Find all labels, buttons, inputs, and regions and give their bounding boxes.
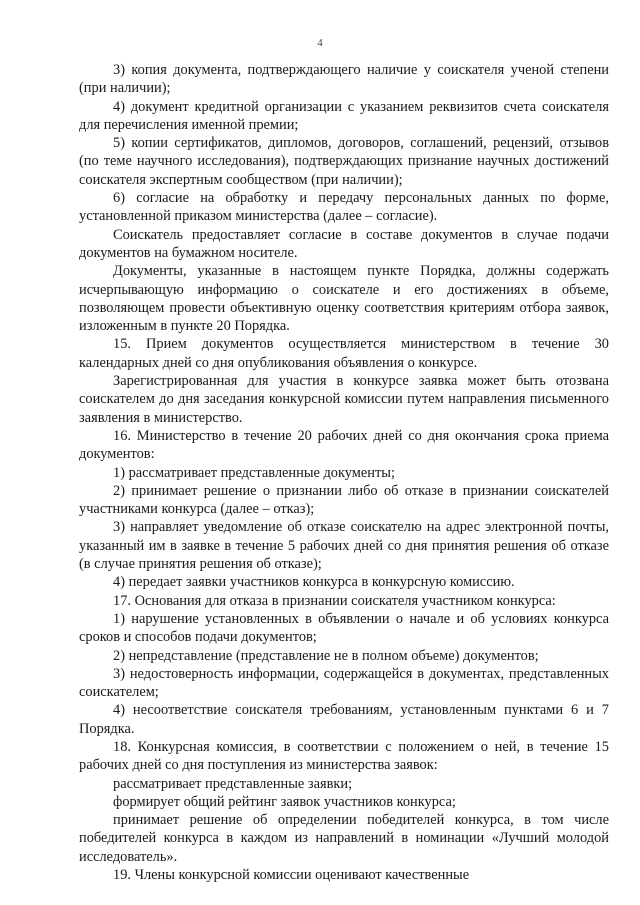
paragraph: 2) принимает решение о признании либо об отказе в признании соискателей участниками конкурса (далее – отказ); — [79, 482, 609, 518]
paragraph: 1) рассматривает представленные документы; — [113, 464, 395, 481]
paragraph: Соискатель предоставляет согласие в составе документов в случае подачи документов на бумажном носителе. — [79, 226, 609, 261]
paragraph: 17. Основания для отказа в признании соискателя участником конкурса: — [113, 592, 556, 609]
paragraph: принимает решение об определении победителей конкурса, в том числе победителей конкурса в каждом из направлений в номинации «Лучший молодой исследователь». — [79, 812, 609, 865]
paragraph: 5) копии сертификатов, дипломов, договоров, соглашений, рецензий, отзывов (по теме научного исследования), подтверждающих признание научных достижений соискателя экспертным сообществом (при наличии); — [79, 135, 609, 188]
paragraph: формирует общий рейтинг заявок участников конкурса; — [113, 793, 456, 810]
paragraph: 16. Министерство в течение 20 рабочих дней со дня окончания срока приема документов: — [79, 427, 609, 463]
paragraph: 3) направляет уведомление об отказе соискателю на адрес электронной почты, указанный им в заявке в течение 5 рабочих дней со дня принятия решения об отказе (в случае принятия решения об отказе); — [79, 519, 609, 573]
document-body — [79, 61, 609, 884]
paragraph: 4) передает заявки участников конкурса в конкурсную комиссию. — [113, 574, 515, 591]
paragraph: 1) нарушение установленных в объявлении о начале и об условиях конкурса сроков и способов подачи документов; — [79, 610, 609, 646]
paragraph: 3) недостоверность информации, содержащейся в документах, представленных соискателем; — [79, 665, 609, 701]
paragraph: 4) документ кредитной организации с указанием реквизитов счета соискателя для перечисления именной премии; — [79, 98, 609, 133]
paragraph: 4) несоответствие соискателя требованиям, установленным пунктами 6 и 7 Порядка. — [79, 702, 609, 737]
paragraph: 19. Члены конкурсной комиссии оценивают качественные — [113, 867, 470, 884]
paragraph: рассматривает представленные заявки; — [113, 775, 353, 792]
paragraph: 15. Прием документов осуществляется министерством в течение 30 календарных дней со дня опубликования объявления о конкурсе. — [79, 336, 609, 371]
paragraph: 6) согласие на обработку и передачу персональных данных по форме, установленной приказом министерства (далее – согласие). — [79, 190, 609, 225]
paragraph: 3) копия документа, подтверждающего наличие у соискателя ученой степени (при наличии); — [79, 62, 609, 97]
paragraph: 18. Конкурсная комиссия, в соответствии с положением о ней, в течение 15 рабочих дней со дня поступления из министерства заявок: — [79, 738, 609, 774]
paragraph: 2) непредставление (представление не в полном объеме) документов; — [113, 647, 539, 664]
page-number: 4 — [317, 37, 323, 49]
paragraph: Документы, указанные в настоящем пункте Порядка, должны содержать исчерпывающую информацию о соискателе и его достижениях в объеме, позволяющем провести объективную оценку соответствия критериям отбора заявок, изложенным в пункте 20 Порядка. — [79, 263, 609, 335]
paragraph: Зарегистрированная для участия в конкурсе заявка может быть отозвана соискателем до дня заседания конкурсной комиссии путем направления письменного заявления в министерство. — [79, 373, 609, 426]
